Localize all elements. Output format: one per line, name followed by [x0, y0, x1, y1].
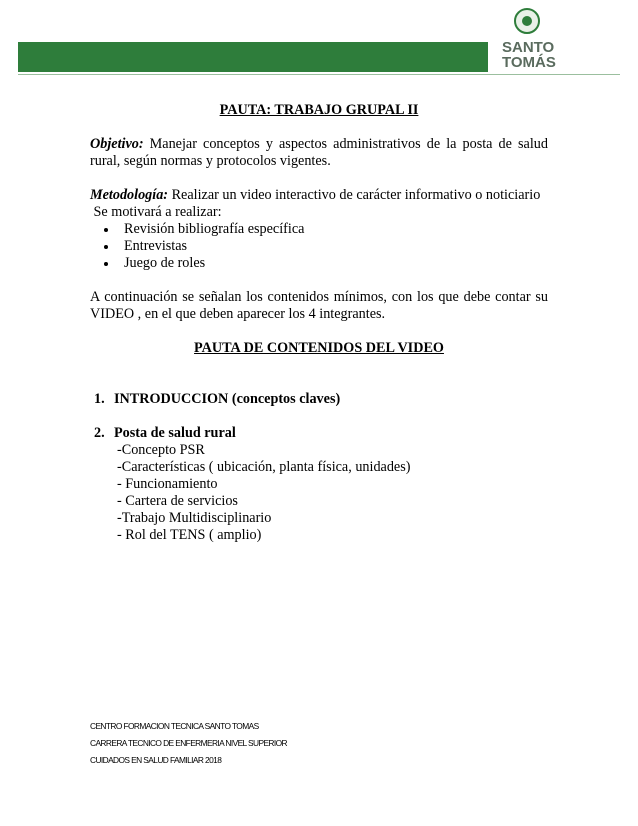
methodology-paragraph — [90, 187, 548, 204]
list-item: Entrevistas — [102, 238, 548, 255]
document-body — [90, 102, 548, 544]
santo-tomas-logo — [498, 6, 578, 72]
list-item: -Concepto PSR — [117, 442, 205, 458]
seal-icon — [514, 8, 540, 34]
motivate-text: Se motivará a realizar: — [90, 204, 222, 220]
list-item: - Funcionamiento — [117, 476, 218, 492]
section-title: Posta de salud rural — [114, 425, 236, 441]
brand-name — [502, 40, 578, 70]
list-item: - Cartera de servicios — [117, 493, 238, 509]
activity-list — [90, 221, 548, 272]
intro-paragraph: A continuación se señalan los contenidos mínimos, con los que debe contar su VIDEO , en el que deben aparecer los 4 integrantes. — [90, 289, 548, 322]
footer — [90, 718, 287, 769]
list-item: -Trabajo Multidisciplinario — [117, 510, 272, 526]
list-item: - Rol del TENS ( amplio) — [117, 527, 262, 543]
methodology-label: Metodología: — [90, 187, 169, 203]
section-introduccion — [94, 391, 548, 408]
objective-label: Objetivo: — [90, 136, 144, 152]
section-heading — [94, 391, 548, 408]
section-number: 1. — [94, 391, 105, 407]
contents-title: PAUTA DE CONTENIDOS DEL VIDEO — [194, 340, 444, 356]
header-divider — [18, 74, 620, 75]
methodology-text: Realizar un video interactivo de carácter informativo o noticiario — [168, 187, 541, 203]
list-item: Juego de roles — [102, 255, 548, 272]
page-title: PAUTA: TRABAJO GRUPAL II — [219, 102, 419, 118]
footer-line: CENTRO FORMACION TECNICA SANTO TOMAS — [90, 721, 259, 731]
section-number: 2. — [94, 425, 105, 441]
footer-line: CUIDADOS EN SALUD FAMILIAR 2018 — [90, 755, 222, 765]
section-posta — [94, 425, 548, 544]
footer-line: CARRERA TECNICO DE ENFERMERIA NIVEL SUPERIOR — [90, 738, 287, 748]
brand-line-1: SANTO — [502, 39, 555, 56]
header-bar — [18, 42, 488, 72]
section-heading — [94, 425, 548, 442]
section-items — [117, 442, 548, 544]
list-item: Revisión bibliografía específica — [102, 221, 548, 238]
brand-line-2: TOMÁS — [502, 54, 556, 71]
section-title: INTRODUCCION (conceptos claves) — [114, 391, 341, 407]
list-item: -Características ( ubicación, planta física, unidades) — [117, 459, 411, 475]
objective-paragraph — [90, 136, 548, 170]
objective-text: Manejar conceptos y aspectos administrativos de la posta de salud rural, según normas y protocolos vigentes. — [90, 136, 548, 169]
